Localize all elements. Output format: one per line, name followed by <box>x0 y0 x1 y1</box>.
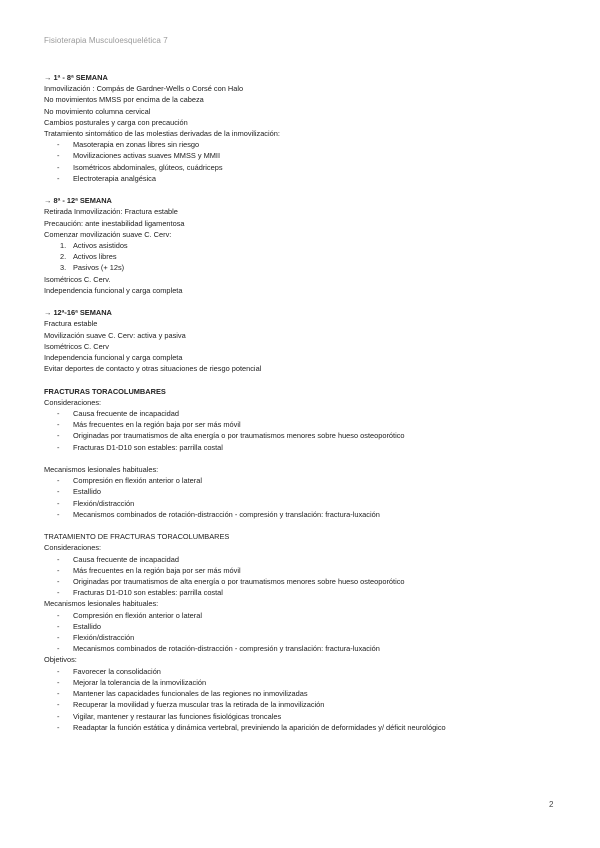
list-item: - Compresión en flexión anterior o lateral <box>44 475 564 486</box>
list-item: - Causa frecuente de incapacidad <box>44 554 564 565</box>
spacer <box>44 296 564 307</box>
section-heading-tratamiento: TRATAMIENTO DE FRACTURAS TORACOLUMBARES <box>44 532 230 542</box>
list-item: - Mecanismos combinados de rotación-distracción - compresión y translación: fractura-luxación <box>44 509 564 520</box>
list-item: - Mejorar la tolerancia de la inmovilización <box>44 677 564 688</box>
text-line: No movimiento columna cervical <box>44 106 151 116</box>
numbered-item <box>44 240 564 251</box>
text-line: Evitar deportes de contacto y otras situaciones de riesgo potencial <box>44 364 262 374</box>
section-heading-week-1-8: → 1ª - 8ª SEMANA <box>44 73 108 82</box>
spacer <box>44 374 564 385</box>
list-item: - Fracturas D1-D10 son estables: parrilla costal <box>44 587 564 598</box>
list-item: - Estallido <box>44 486 564 497</box>
text-line: No movimientos MMSS por encima de la cabeza <box>44 95 204 105</box>
section-heading-fracturas: FRACTURAS TORACOLUMBARES <box>44 386 166 396</box>
text-line: Independencia funcional y carga completa <box>44 285 183 295</box>
list-item: - Favorecer la consolidación <box>44 666 564 677</box>
list-item: - Recuperar la movilidad y fuerza muscular tras la retirada de la inmovilización <box>44 699 564 710</box>
item-text: Activos asistidos <box>73 241 128 251</box>
text-line: Isométricos C. Cerv. <box>44 274 111 284</box>
list-item: - Mecanismos combinados de rotación-distracción - compresión y translación: fractura-luxación <box>44 643 564 654</box>
list-item: - Originadas por traumatismos de alta energía o por traumatismos menores sobre hueso osteoporótico <box>44 576 564 587</box>
text-line: Mecanismos lesionales habituales: <box>44 599 159 609</box>
spacer <box>44 453 564 464</box>
text-line: Cambios posturales y carga con precaución <box>44 117 188 127</box>
text-line: Mecanismos lesionales habituales: <box>44 465 159 475</box>
numbered-item <box>44 251 564 262</box>
text-line: Precaución: ante inestabilidad ligamentosa <box>44 218 185 228</box>
document-body <box>44 72 564 733</box>
list-item: - Más frecuentes en la región baja por ser más móvil <box>44 565 564 576</box>
list-item: - Readaptar la función estática y dinámica vertebral, previniendo la aparición de deformidades y/ déficit neurológico <box>44 722 564 733</box>
page-number: 2 <box>549 800 554 809</box>
list-item: - Estallido <box>44 621 564 632</box>
spacer <box>44 184 564 195</box>
list-item: - Más frecuentes en la región baja por ser más móvil <box>44 419 564 430</box>
text-line: Consideraciones: <box>44 397 102 407</box>
list-item: - Isométricos abdominales, glúteos, cuádriceps <box>44 162 564 173</box>
section-heading-week-12-16: → 12ª-16ª SEMANA <box>44 308 112 318</box>
text-line: Consideraciones: <box>44 543 102 553</box>
item-number: 1. <box>60 241 67 251</box>
text-line: Isométricos C. Cerv <box>44 341 109 351</box>
section-heading-week-8-12: → 8ª - 12ª SEMANA <box>44 196 112 206</box>
page-header: Fisioterapia Musculoesquelética 7 <box>44 36 168 45</box>
item-text: Activos libres <box>73 252 117 262</box>
item-number: 2. <box>60 252 67 262</box>
text-line: Fractura estable <box>44 319 98 329</box>
list-item: - Masoterapia en zonas libres sin riesgo <box>44 139 564 150</box>
item-number: 3. <box>60 263 67 273</box>
list-item: - Fracturas D1-D10 son estables: parrilla costal <box>44 442 564 453</box>
text-line: Independencia funcional y carga completa <box>44 353 183 363</box>
text-line: Retirada Inmovilización: Fractura estable <box>44 207 178 217</box>
list-item: - Electroterapia analgésica <box>44 173 564 184</box>
text-line: Objetivos: <box>44 655 77 665</box>
text-line: Inmovilización : Compás de Gardner-Wells o Corsé con Halo <box>44 84 244 94</box>
text-line: Tratamiento sintomático de las molestias derivadas de la inmovilización: <box>44 129 280 139</box>
list-item: - Compresión en flexión anterior o lateral <box>44 610 564 621</box>
text-line: Comenzar movilización suave C. Cerv: <box>44 229 172 239</box>
list-item: - Originadas por traumatismos de alta energía o por traumatismos menores sobre hueso osteoporótico <box>44 430 564 441</box>
list-item: - Movilizaciones activas suaves MMSS y MMII <box>44 150 564 161</box>
list-item: - Causa frecuente de incapacidad <box>44 408 564 419</box>
list-item: - Vigilar, mantener y restaurar las funciones fisiológicas troncales <box>44 711 564 722</box>
spacer <box>44 520 564 531</box>
list-item: - Flexión/distracción <box>44 632 564 643</box>
numbered-item <box>44 262 564 273</box>
list-item: - Flexión/distracción <box>44 498 564 509</box>
text-line: Movilización suave C. Cerv: activa y pasiva <box>44 330 186 340</box>
list-item: - Mantener las capacidades funcionales de las regiones no inmovilizadas <box>44 688 564 699</box>
item-text: Pasivos (+ 12s) <box>73 263 125 273</box>
